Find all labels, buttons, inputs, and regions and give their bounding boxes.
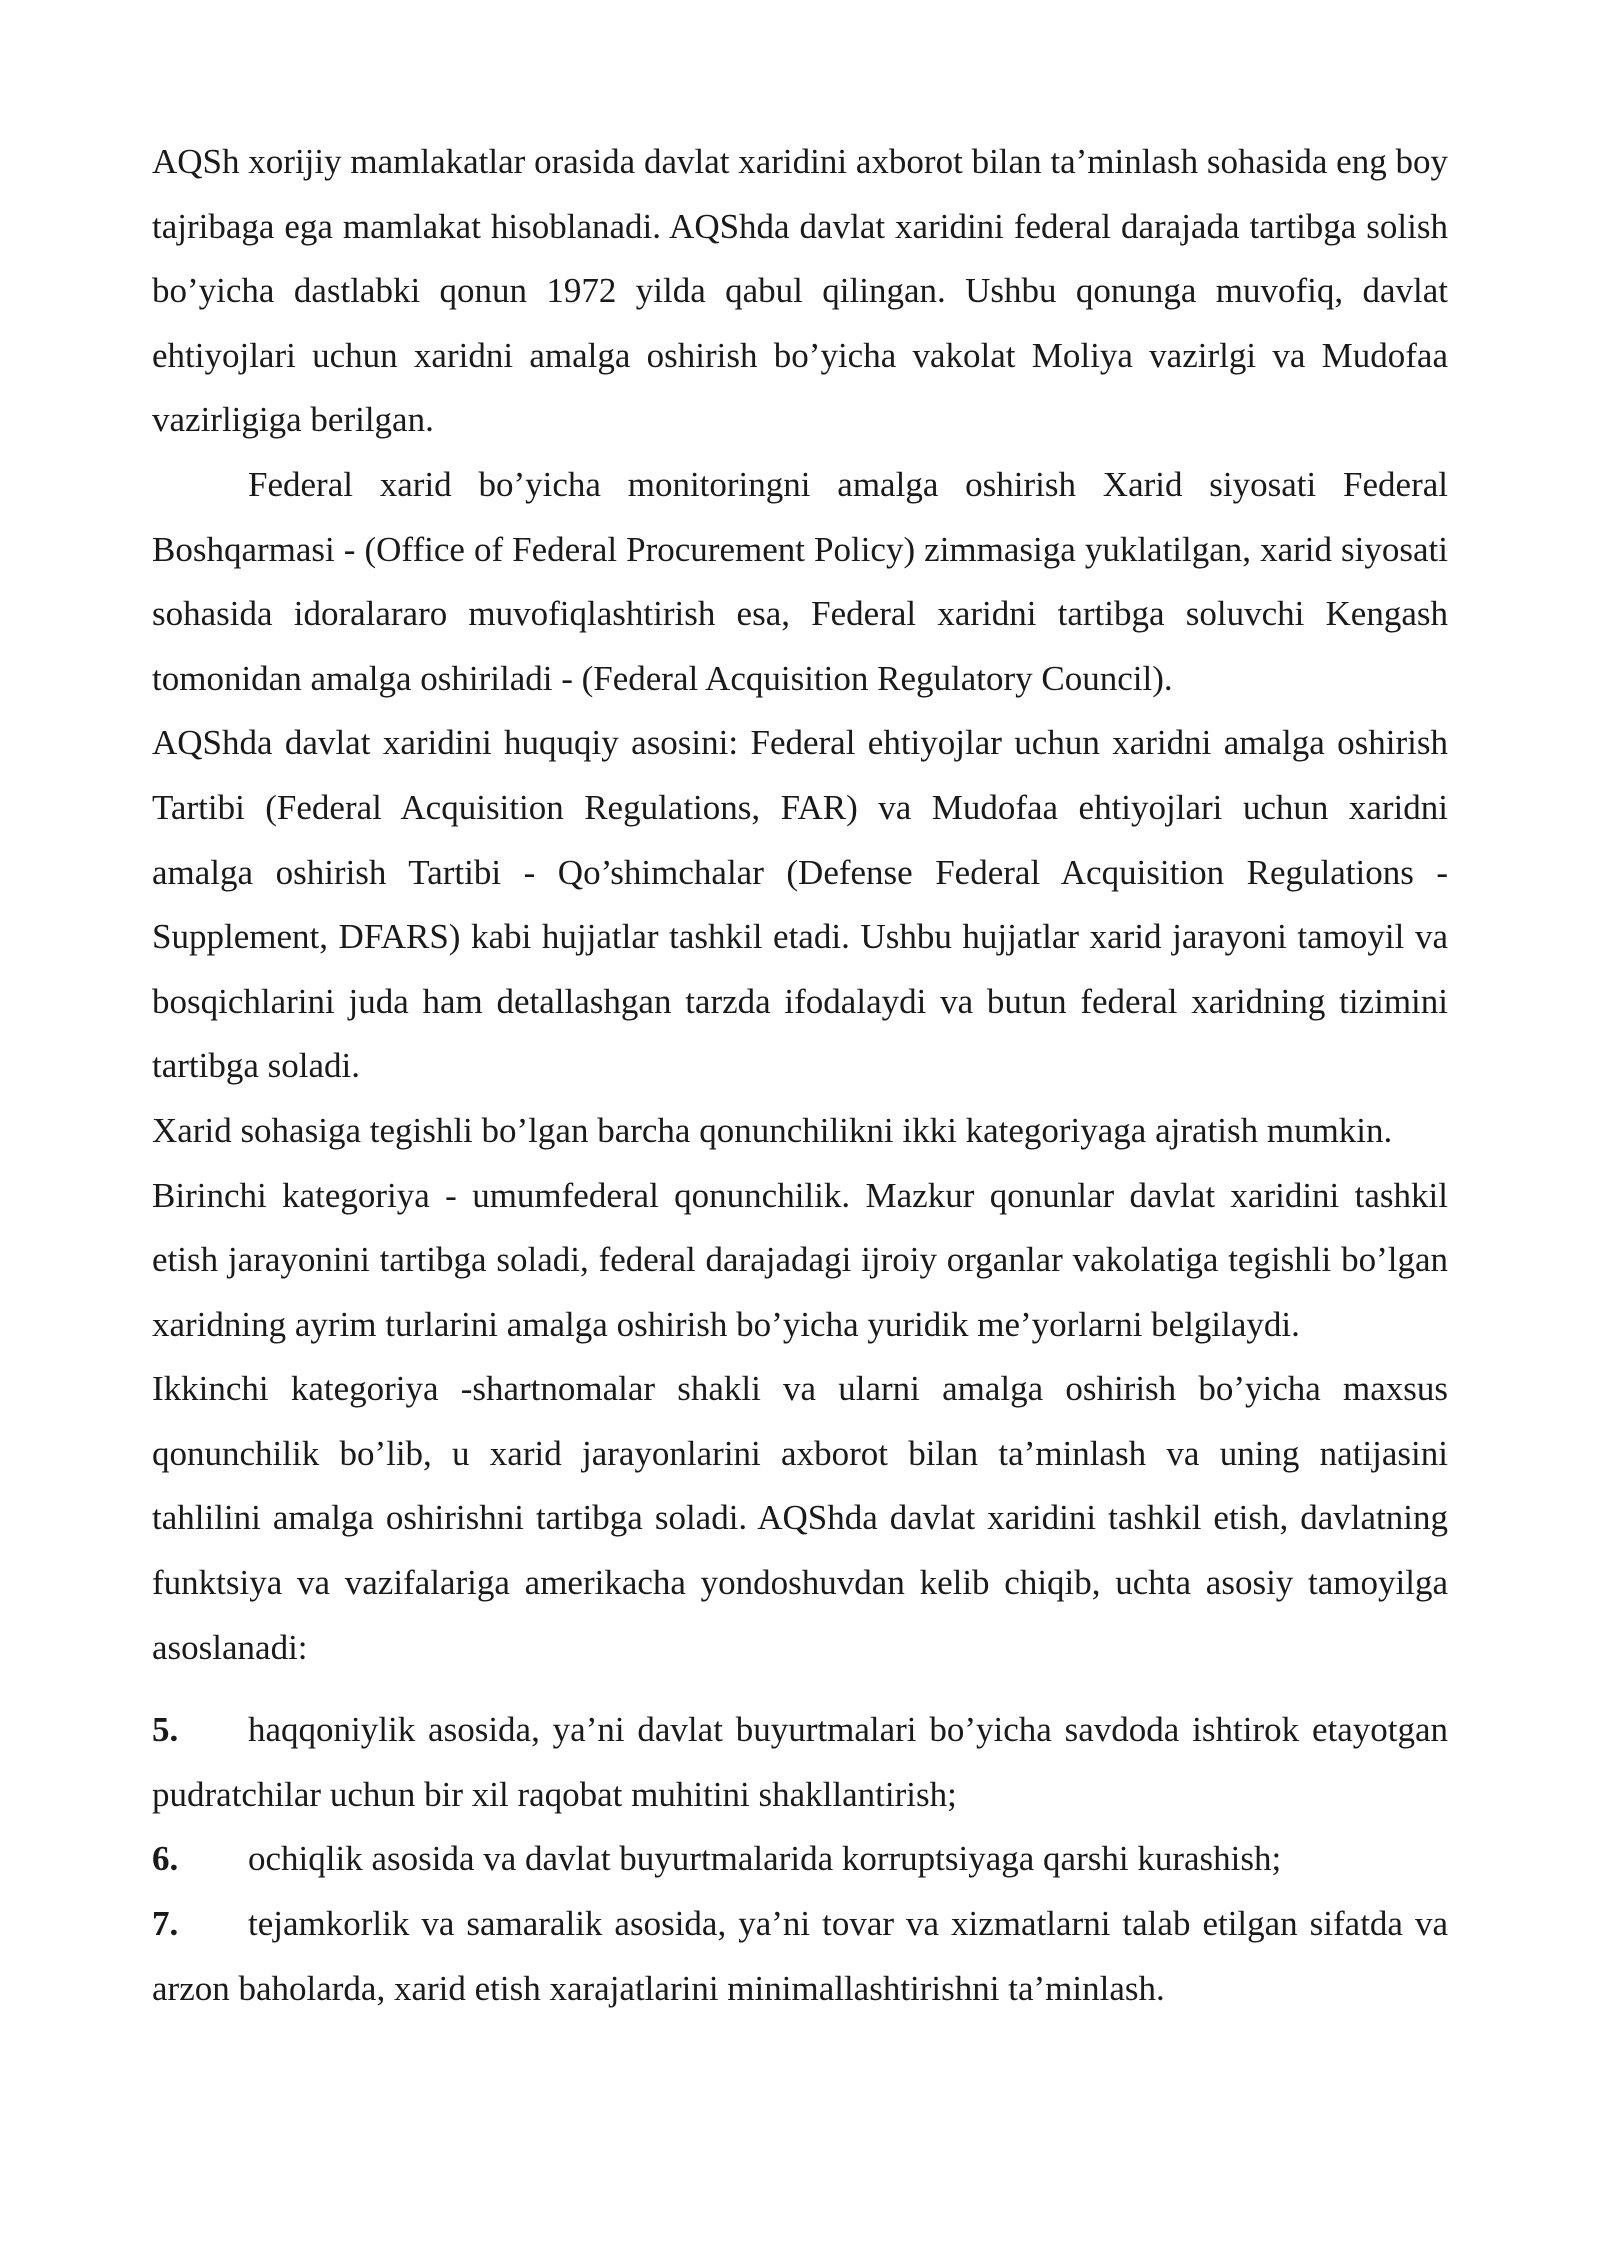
- paragraph-categories: Xarid sohasiga tegishli bo’lgan barcha qonunchilikni ikki kategoriyaga ajratish mumkin.: [152, 1110, 1393, 1150]
- paragraph-federal-monitoring: Federal xarid bo’yicha monitoringni amalga oshirish Xarid siyosati Federal Boshqarmasi - (Office of Federal Procurement Policy) zimmasiga yuklatilgan, xarid siyosati sohasida idoralararo muvofiqlashtirish esa, Federal xaridni tartibga soluvchi Kengash tomonidan amalga oshiriladi - (Federal Acquisition Regulatory Council).: [152, 464, 1448, 698]
- list-item-text: ochiqlik asosida va davlat buyurtmalarida korruptsiyaga qarshi kurashish;: [248, 1839, 1282, 1879]
- list-item-text: tejamkorlik va samaralik asosida, ya’ni tovar va xizmatlarni talab etilgan sifatda va arzon baholarda, xarid etish xarajatlarini minimallashtirishni ta’minlash.: [152, 1904, 1448, 2008]
- principles-list: [152, 1698, 1448, 2021]
- list-item: [152, 1698, 1448, 1827]
- list-item-text: haqqoniylik asosida, ya’ni davlat buyurtmalari bo’yicha savdoda ishtirok etayotgan pudratchilar uchun bir xil raqobat muhitini shakllantirish;: [152, 1710, 1448, 1814]
- list-item-number: 7.: [152, 1904, 179, 1944]
- paragraph-first-category: Birinchi kategoriya - umumfederal qonunchilik. Mazkur qonunlar davlat xaridini tashkil etish jarayonini tartibga soladi, federal darajadagi ijroiy organlar vakolatiga tegishli bo’lgan xaridning ayrim turlarini amalga oshirish bo’yicha yuridik me’yorlarni belgilaydi.: [152, 1175, 1448, 1344]
- list-item-number: 5.: [152, 1710, 179, 1750]
- document-page: [152, 130, 1448, 2021]
- list-item: [152, 1827, 1448, 1892]
- paragraph-second-category: Ikkinchi kategoriya -shartnomalar shakli va ularni amalga oshirish bo’yicha maxsus qonunchilik bo’lib, u xarid jarayonlarini axborot bilan ta’minlash va uning natijasini tahlilini amalga oshirishni tartibga soladi. AQShda davlat xaridini tashkil etish, davlatning funktsiya va vazifalariga amerikacha yondoshuvdan kelib chiqib, uchta asosiy tamoyilga asoslanadi:: [152, 1369, 1448, 1667]
- paragraph-intro: AQSh xorijiy mamlakatlar orasida davlat xaridini axborot bilan ta’minlash sohasida eng boy tajribaga ega mamlakat hisoblanadi. AQShda davlat xaridini federal darajada tartibga solish bo’yicha dastlabki qonun 1972 yilda qabul qilingan. Ushbu qonunga muvofiq, davlat ehtiyojlari uchun xaridni amalga oshirish bo’yicha vakolat Moliya vazirlgi va Mudofaa vazirligiga berilgan.: [152, 142, 1448, 440]
- list-item-number: 6.: [152, 1839, 179, 1879]
- paragraph-legal-basis: AQShda davlat xaridini huquqiy asosini: Federal ehtiyojlar uchun xaridni amalga oshirish Tartibi (Federal Acquisition Regulations, FAR) va Mudofaa ehtiyojlari uchun xaridni amalga oshirish Tartibi - Qo’shimchalar (Defense Federal Acquisition Regulations - Supplement, DFARS) kabi hujjatlar tashkil etadi. Ushbu hujjatlar xarid jarayoni tamoyil va bosqichlarini juda ham detallashgan tarzda ifodalaydi va butun federal xaridning tizimini tartibga soladi.: [152, 723, 1448, 1086]
- list-item: [152, 1892, 1448, 2021]
